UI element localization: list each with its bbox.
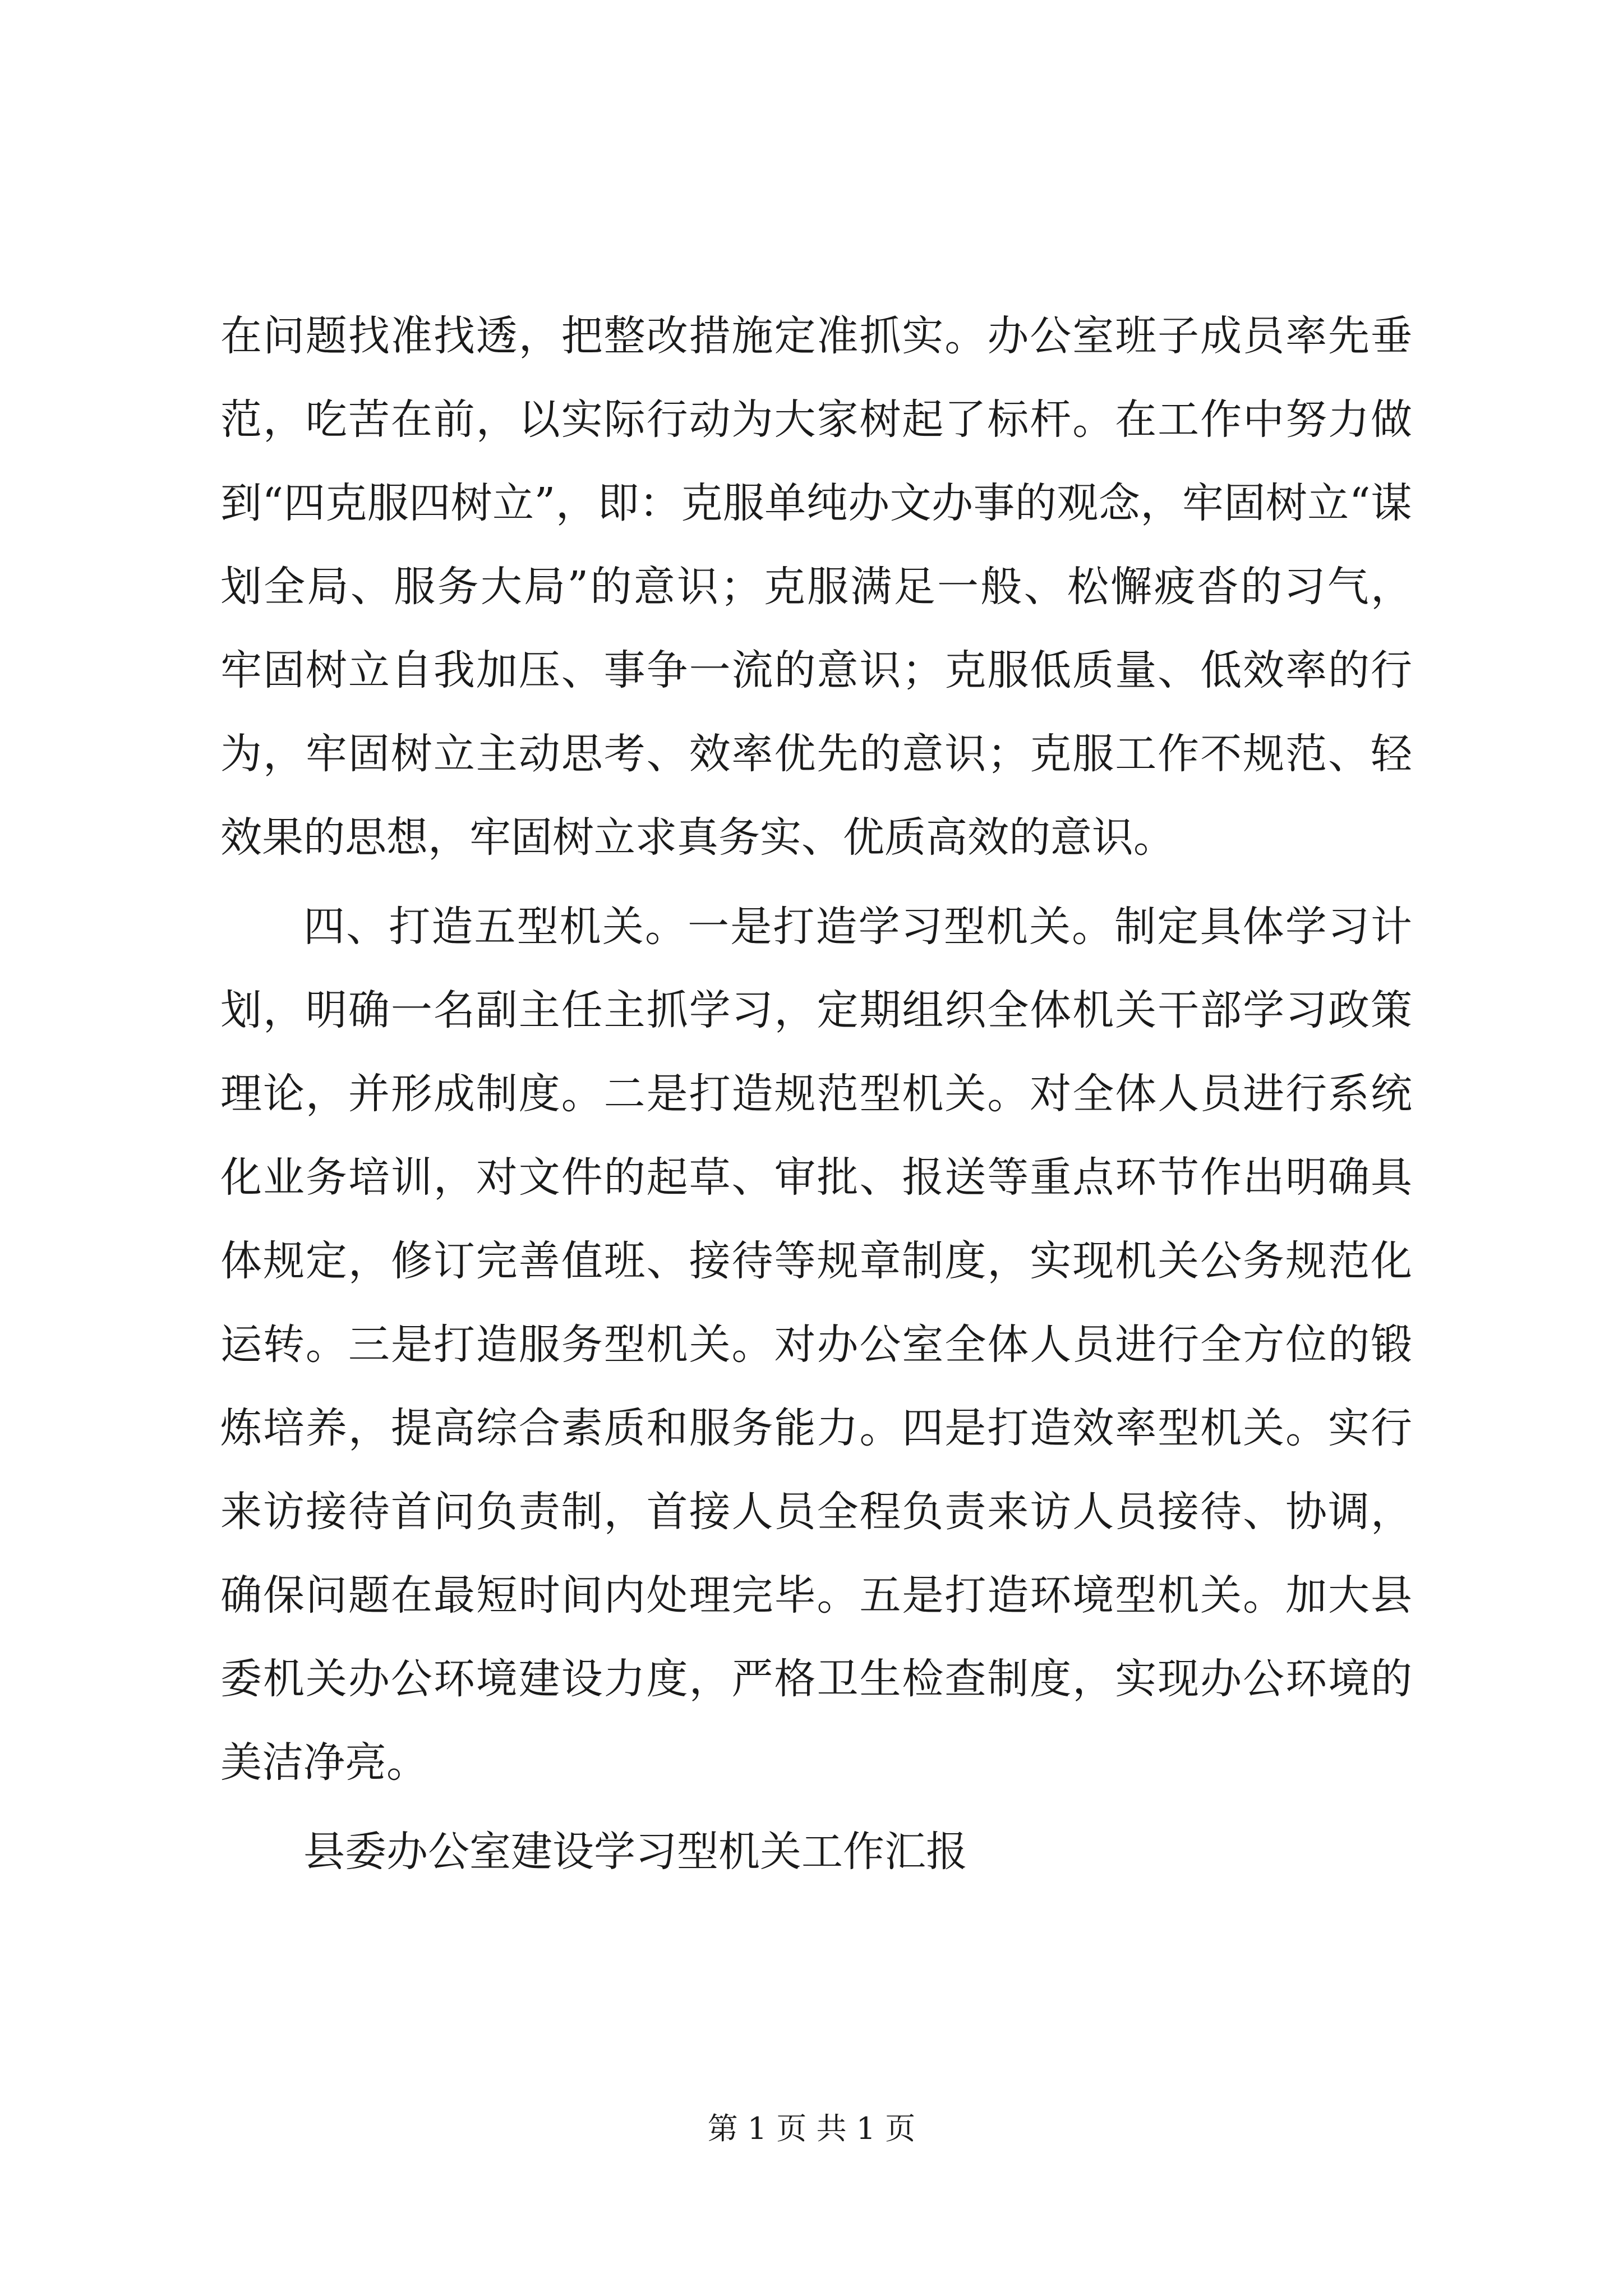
text-line: 体规定，修订完善值班、接待等规章制度，实现机关公务规范化 [220,1237,1412,1285]
text-line: 为，牢固树立主动思考、效率优先的意识；克服工作不规范、轻 [220,730,1412,778]
text-line: 划，明确一名副主任主抓学习，定期组织全体机关干部学习政策 [220,986,1412,1034]
text-line: 四、打造五型机关。一是打造学习型机关。制定具体学习计 [303,903,1412,951]
text-line: 理论，并形成制度。二是打造规范型机关。对全体人员进行系统 [220,1070,1412,1118]
text-line: 到“四克服四树立”，即：克服单纯办文办事的观念，牢固树立“谋 [220,479,1412,527]
text-line: 范，吃苦在前，以实际行动为大家树起了标杆。在工作中努力做 [220,395,1412,444]
text-line: 效果的思想，牢固树立求真务实、优质高效的意识。 [220,813,1175,862]
paragraph-rectification [220,295,1412,880]
text-line: 在问题找准找透，把整改措施定准抓实。办公室班子成员率先垂 [220,312,1412,360]
paragraph-five-type-organs [220,885,1412,1805]
text-line: 炼培养，提高综合素质和服务能力。四是打造效率型机关。实行 [220,1404,1412,1452]
report-title-line: 县委办公室建设学习型机关工作汇报 [303,1828,967,1876]
text-line: 美洁净亮。 [220,1738,428,1787]
document-body [220,295,1412,1894]
text-line: 划全局、服务大局”的意识；克服满足一般、松懈疲沓的习气， [220,563,1412,611]
paragraph-report-title [220,1810,1412,1894]
text-line: 牢固树立自我加压、事争一流的意识；克服低质量、低效率的行 [220,646,1412,694]
text-line: 化业务培训，对文件的起草、审批、报送等重点环节作出明确具 [220,1153,1412,1202]
text-line: 运转。三是打造服务型机关。对办公室全体人员进行全方位的锻 [220,1320,1412,1369]
page-footer [0,2106,1623,2151]
page-number-label: 第 1 页 共 1 页 [707,2111,916,2146]
text-line: 确保问题在最短时间内处理完毕。五是打造环境型机关。加大县 [220,1571,1412,1619]
text-line: 来访接待首问负责制，首接人员全程负责来访人员接待、协调， [220,1488,1412,1536]
text-line: 委机关办公环境建设力度，严格卫生检查制度，实现办公环境的 [220,1655,1412,1703]
